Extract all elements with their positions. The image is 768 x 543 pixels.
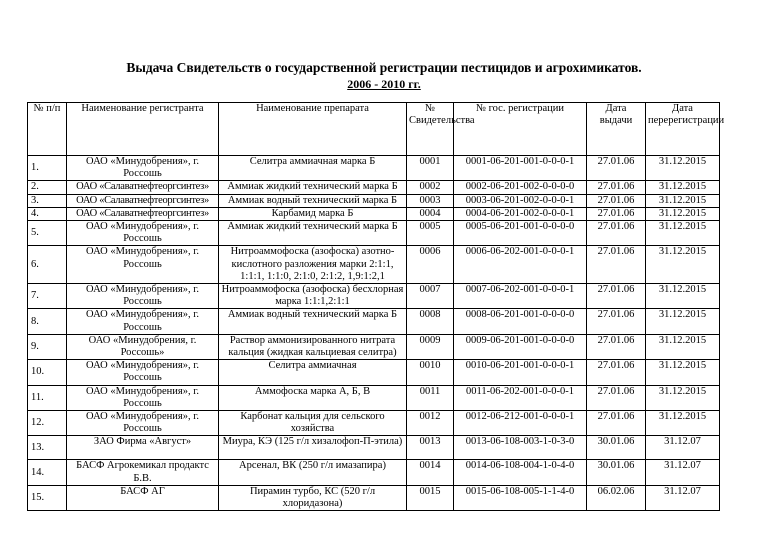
cell-reg-number: 0014-06-108-004-1-0-4-0 <box>454 460 587 485</box>
cell-product: Карбамид марка Б <box>219 207 407 220</box>
cell-num: 15. <box>28 485 67 510</box>
cell-registrant: ОАО «Салаватнефтеоргсинтез» <box>67 181 219 194</box>
table-row <box>28 284 720 309</box>
cell-product: Арсенал, ВК (250 г/л имазапира) <box>219 460 407 485</box>
cell-registrant: ОАО «Минудобрения», г. Россошь <box>67 385 219 410</box>
cell-issue-date: 27.01.06 <box>587 246 646 284</box>
cell-registrant: ОАО «Минудобрения», г. Россошь <box>67 360 219 385</box>
cell-reg-number: 0001-06-201-001-0-0-0-1 <box>454 156 587 181</box>
cell-num: 3. <box>28 194 67 207</box>
cell-rereg-date: 31.12.2015 <box>646 309 720 334</box>
cell-cert: 0008 <box>407 309 454 334</box>
cell-issue-date: 27.01.06 <box>587 385 646 410</box>
cell-num: 12. <box>28 411 67 436</box>
cell-registrant: БАСФ Агрокемикал продактс Б.В. <box>67 460 219 485</box>
cell-reg-number: 0009-06-201-001-0-0-0-0 <box>454 334 587 359</box>
cell-num: 4. <box>28 207 67 220</box>
cell-cert: 0004 <box>407 207 454 220</box>
cell-product: Аммиак водный технический марка Б <box>219 309 407 334</box>
cell-issue-date: 27.01.06 <box>587 207 646 220</box>
cell-product: Аммофоска марка А, Б, В <box>219 385 407 410</box>
cell-product: Аммиак водный технический марка Б <box>219 194 407 207</box>
cell-cert: 0005 <box>407 221 454 246</box>
cell-reg-number: 0015-06-108-005-1-1-4-0 <box>454 485 587 510</box>
cell-reg-number: 0007-06-202-001-0-0-0-1 <box>454 284 587 309</box>
cell-product: Пирамин турбо, КС (520 г/л хлоридазона) <box>219 485 407 510</box>
table-row <box>28 156 720 181</box>
cell-rereg-date: 31.12.07 <box>646 436 720 460</box>
cell-num: 5. <box>28 221 67 246</box>
table-row <box>28 194 720 207</box>
table-row <box>28 334 720 359</box>
cell-num: 2. <box>28 181 67 194</box>
table-row <box>28 460 720 485</box>
cell-registrant: ОАО «Минудобрения», г. Россошь <box>67 221 219 246</box>
cell-rereg-date: 31.12.2015 <box>646 194 720 207</box>
header-num: № п/п <box>28 103 67 156</box>
cell-cert: 0002 <box>407 181 454 194</box>
cell-num: 6. <box>28 246 67 284</box>
table-row <box>28 181 720 194</box>
cell-cert: 0003 <box>407 194 454 207</box>
cell-reg-number: 0013-06-108-003-1-0-3-0 <box>454 436 587 460</box>
cell-registrant: ОАО «Салаватнефтеоргсинтез» <box>67 194 219 207</box>
cell-issue-date: 06.02.06 <box>587 485 646 510</box>
cell-cert: 0011 <box>407 385 454 410</box>
table-row <box>28 485 720 510</box>
table-row <box>28 360 720 385</box>
cell-product: Нитроаммофоска (азофоска) азотно-кислотного разложения марки 2:1:1, 1:1:1, 1:1:0, 2:1:0, 2:1:2, 1,9:1:2,1 <box>219 246 407 284</box>
cell-num: 11. <box>28 385 67 410</box>
cell-issue-date: 27.01.06 <box>587 194 646 207</box>
cell-product: Миура, КЭ (125 г/л хизалофоп-П-этила) <box>219 436 407 460</box>
header-registrant: Наименование регистранта <box>67 103 219 156</box>
cell-product: Селитра аммиачная марка Б <box>219 156 407 181</box>
cell-registrant: БАСФ АГ <box>67 485 219 510</box>
cell-rereg-date: 31.12.2015 <box>646 181 720 194</box>
cell-num: 10. <box>28 360 67 385</box>
cell-num: 7. <box>28 284 67 309</box>
cell-registrant: ОАО «Минудобрения», г. Россошь <box>67 246 219 284</box>
cell-issue-date: 27.01.06 <box>587 156 646 181</box>
cell-issue-date: 30.01.06 <box>587 436 646 460</box>
table-row <box>28 246 720 284</box>
cell-registrant: ОАО «Минудобрения», г. Россошь <box>67 411 219 436</box>
cell-num: 9. <box>28 334 67 359</box>
cell-issue-date: 30.01.06 <box>587 460 646 485</box>
header-reg: № гос. регистрации <box>454 103 587 156</box>
table-row <box>28 411 720 436</box>
cell-registrant: ОАО «Минудобрения, г. Россошь» <box>67 334 219 359</box>
cell-num: 8. <box>28 309 67 334</box>
cell-rereg-date: 31.12.07 <box>646 485 720 510</box>
cell-product: Аммиак жидкий технический марка Б <box>219 221 407 246</box>
cell-product: Карбонат кальция для сельского хозяйства <box>219 411 407 436</box>
cell-issue-date: 27.01.06 <box>587 334 646 359</box>
cell-product: Нитроаммофоска (азофоска) бесхлорная марка 1:1:1,2:1:1 <box>219 284 407 309</box>
table-row <box>28 385 720 410</box>
header-rereg: Дата перерегистрации <box>646 103 720 156</box>
header-product: Наименование препарата <box>219 103 407 156</box>
cell-issue-date: 27.01.06 <box>587 221 646 246</box>
cell-cert: 0013 <box>407 436 454 460</box>
cell-issue-date: 27.01.06 <box>587 360 646 385</box>
cell-issue-date: 27.01.06 <box>587 181 646 194</box>
cell-product: Раствор аммонизированного нитрата кальция (жидкая кальциевая селитра) <box>219 334 407 359</box>
cell-rereg-date: 31.12.2015 <box>646 334 720 359</box>
cell-reg-number: 0012-06-212-001-0-0-0-1 <box>454 411 587 436</box>
cell-rereg-date: 31.12.07 <box>646 460 720 485</box>
cell-cert: 0009 <box>407 334 454 359</box>
cell-reg-number: 0003-06-201-002-0-0-0-1 <box>454 194 587 207</box>
table-row <box>28 309 720 334</box>
cell-reg-number: 0011-06-202-001-0-0-0-1 <box>454 385 587 410</box>
cell-issue-date: 27.01.06 <box>587 309 646 334</box>
cell-rereg-date: 31.12.2015 <box>646 385 720 410</box>
cell-reg-number: 0005-06-201-001-0-0-0-0 <box>454 221 587 246</box>
cell-cert: 0010 <box>407 360 454 385</box>
cell-num: 1. <box>28 156 67 181</box>
cell-num: 14. <box>28 460 67 485</box>
cell-registrant: ОАО «Салаватнефтеоргсинтез» <box>67 207 219 220</box>
document-period: 2006 - 2010 гг. <box>347 77 421 91</box>
table-row <box>28 436 720 460</box>
cell-product: Аммиак жидкий технический марка Б <box>219 181 407 194</box>
cell-rereg-date: 31.12.2015 <box>646 411 720 436</box>
cell-cert: 0006 <box>407 246 454 284</box>
cell-rereg-date: 31.12.2015 <box>646 207 720 220</box>
cell-issue-date: 27.01.06 <box>587 411 646 436</box>
cell-product: Селитра аммиачная <box>219 360 407 385</box>
document-title: Выдача Свидетельств о государственной регистрации пестицидов и агрохимикатов. <box>126 60 642 75</box>
cell-rereg-date: 31.12.2015 <box>646 221 720 246</box>
cell-rereg-date: 31.12.2015 <box>646 360 720 385</box>
table-header-row <box>28 103 720 156</box>
table-row <box>28 221 720 246</box>
cell-reg-number: 0010-06-201-001-0-0-0-1 <box>454 360 587 385</box>
cell-cert: 0001 <box>407 156 454 181</box>
table-row <box>28 207 720 220</box>
cell-cert: 0012 <box>407 411 454 436</box>
cell-registrant: ОАО «Минудобрения», г. Россошь <box>67 284 219 309</box>
cell-issue-date: 27.01.06 <box>587 284 646 309</box>
cell-reg-number: 0004-06-201-002-0-0-0-1 <box>454 207 587 220</box>
cell-registrant: ОАО «Минудобрения», г. Россошь <box>67 156 219 181</box>
header-cert: № Свидетельства <box>407 103 454 156</box>
cell-registrant: ЗАО Фирма «Август» <box>67 436 219 460</box>
cell-cert: 0015 <box>407 485 454 510</box>
cell-rereg-date: 31.12.2015 <box>646 156 720 181</box>
cell-reg-number: 0008-06-201-001-0-0-0-0 <box>454 309 587 334</box>
cell-reg-number: 0002-06-201-002-0-0-0-0 <box>454 181 587 194</box>
cell-rereg-date: 31.12.2015 <box>646 246 720 284</box>
cell-reg-number: 0006-06-202-001-0-0-0-1 <box>454 246 587 284</box>
registration-table <box>27 102 725 511</box>
cell-rereg-date: 31.12.2015 <box>646 284 720 309</box>
cell-cert: 0007 <box>407 284 454 309</box>
cell-num: 13. <box>28 436 67 460</box>
header-issued: Дата выдачи <box>587 103 646 156</box>
cell-cert: 0014 <box>407 460 454 485</box>
cell-registrant: ОАО «Минудобрения», г. Россошь <box>67 309 219 334</box>
